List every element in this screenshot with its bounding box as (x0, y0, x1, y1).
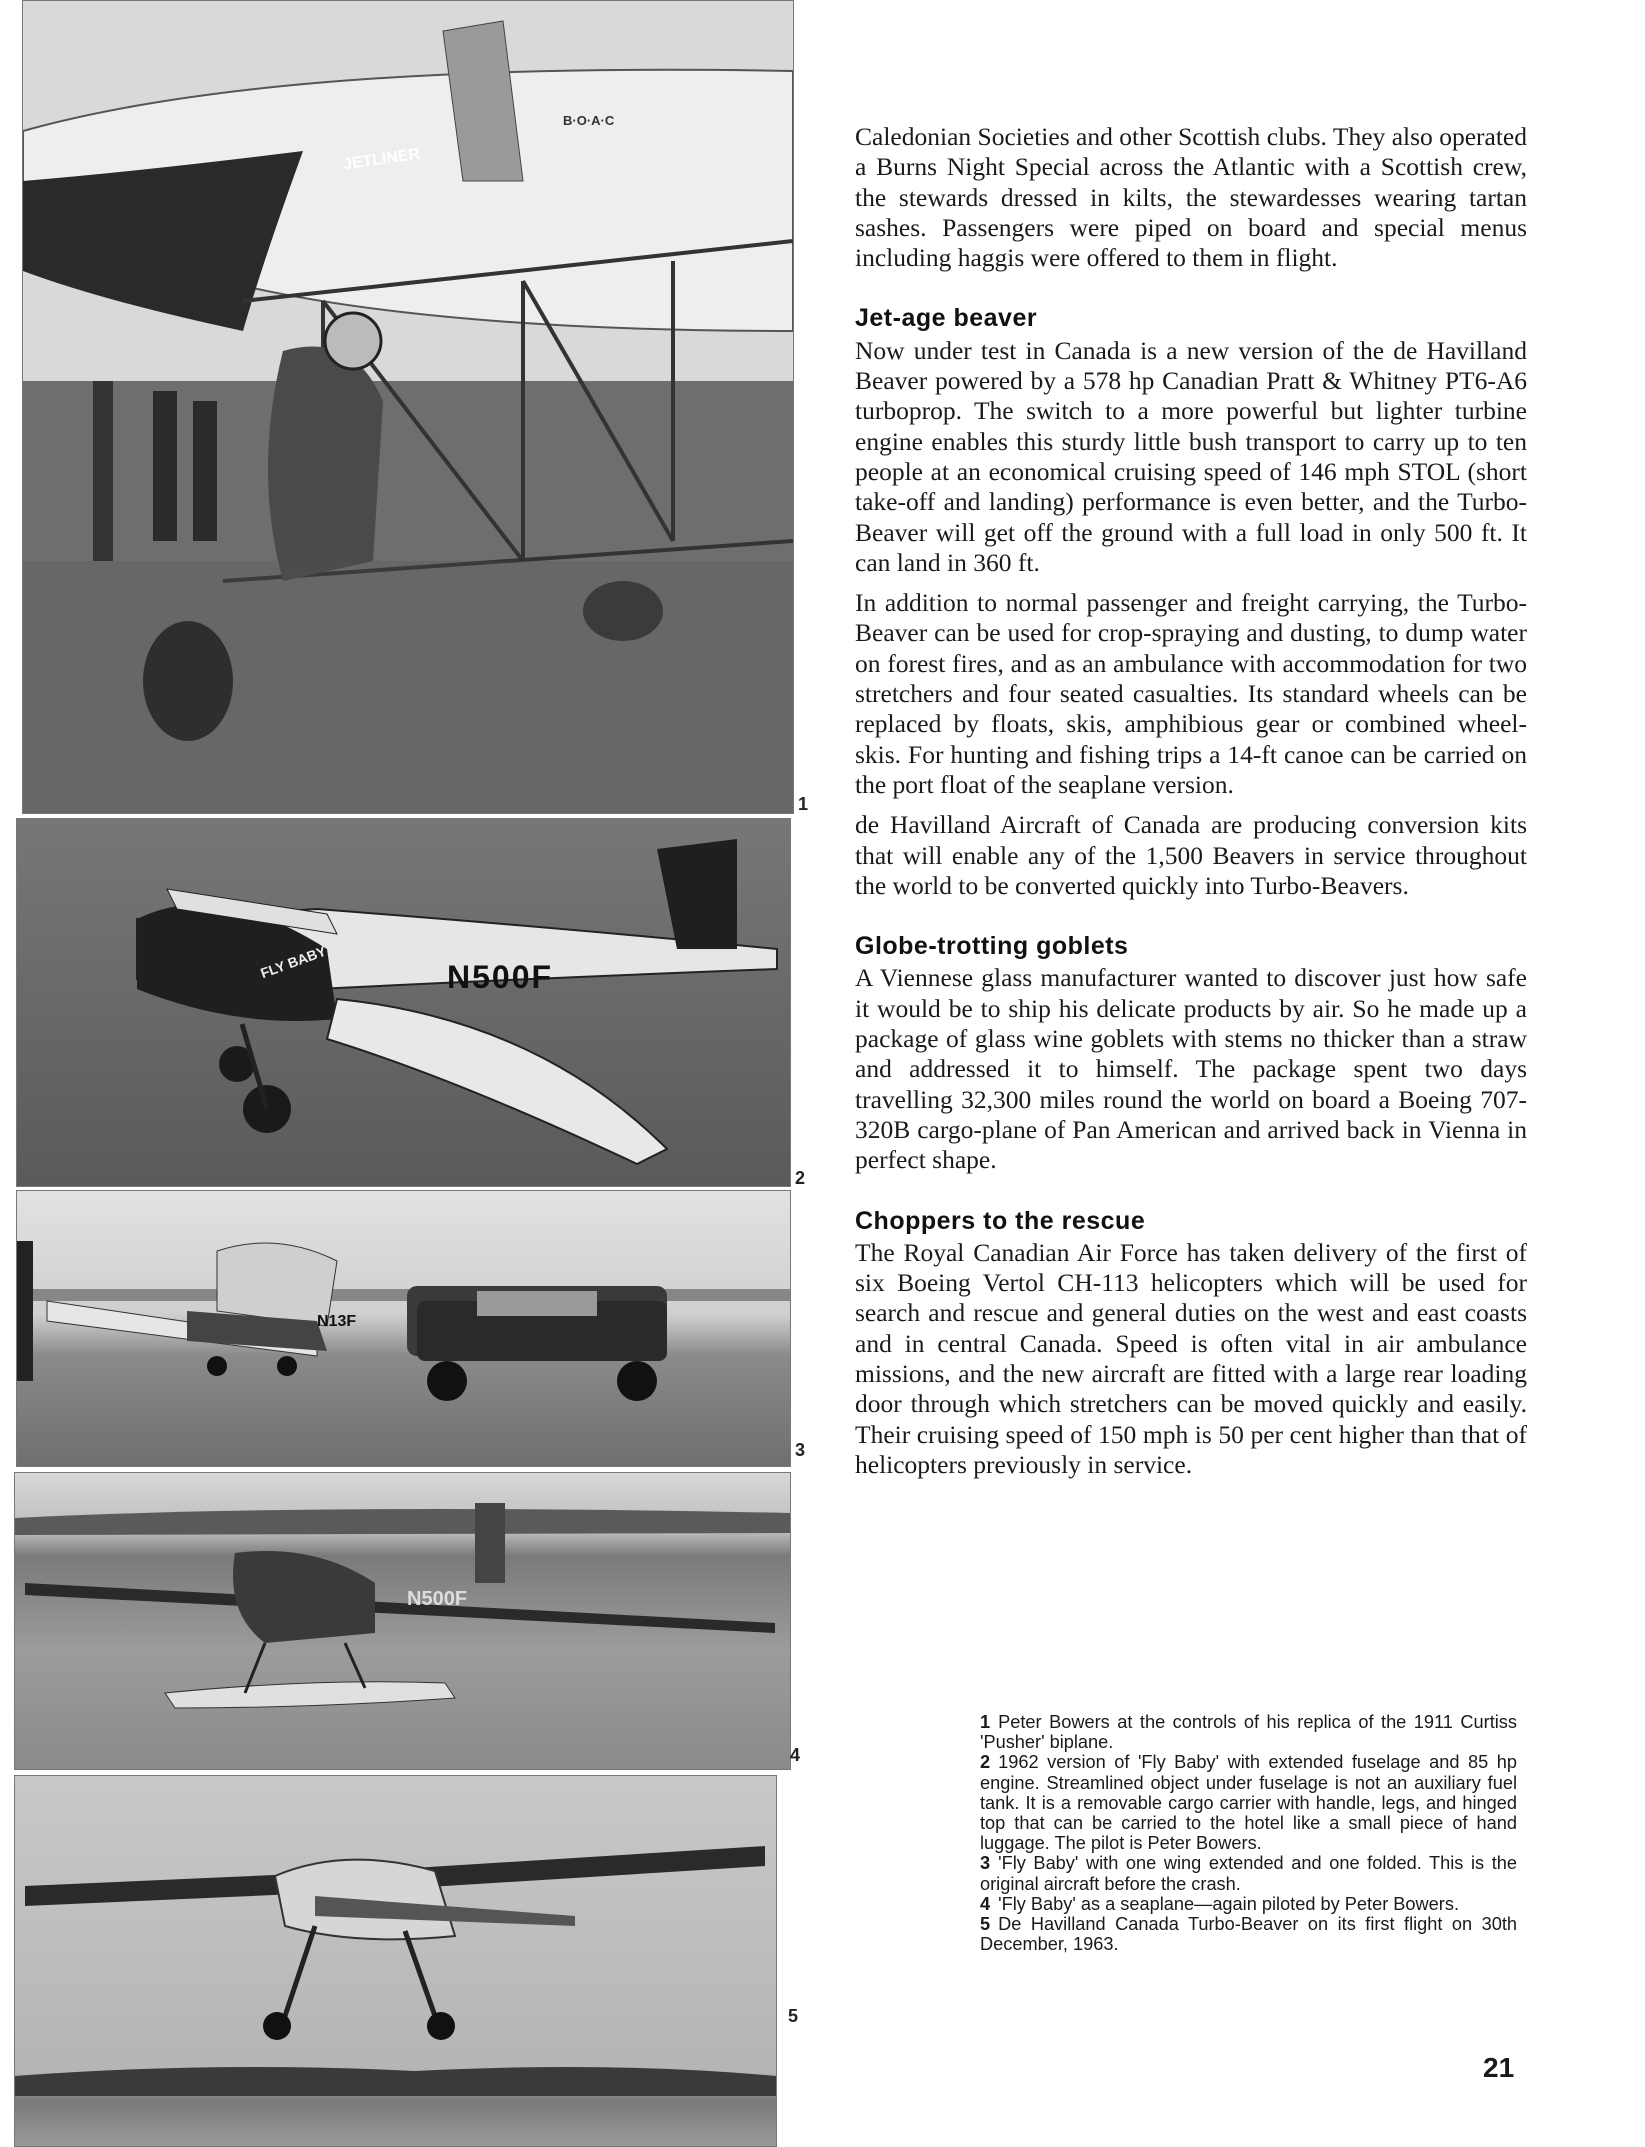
photo-2 (16, 818, 791, 1187)
photo-4-number: 4 (790, 1745, 801, 1765)
caption-5-text: De Havilland Canada Turbo-Beaver on its first flight on 30th December, 1963. (980, 1914, 1517, 1955)
photo-4-image (15, 1473, 790, 1769)
photo-1-image (23, 1, 793, 813)
choppers-paragraph: The Royal Canadian Air Force has taken delivery of the first of six Boeing Vertol CH-113 helicopters which will be used for search and rescue and general duties on the west and east coasts and in central Canada. Speed is often vital in air ambulance missions, and the new aircraft are fitted with a large rear loading door through which stretchers can be moved quickly and easily. Their cruising speed of 150 mph is 50 per cent higher than that of helicopters previously in service. (855, 1237, 1527, 1479)
photo-1 (22, 0, 794, 814)
caption-2-number: 2 (980, 1752, 991, 1773)
article-text (855, 122, 1527, 1490)
photo-2-registration: N500F (447, 959, 554, 995)
photo-3-number: 3 (795, 1440, 806, 1460)
caption-3 (980, 1853, 1517, 1893)
photo-5 (14, 1775, 777, 2147)
heading-globe-trotting-goblets: Globe-trotting goblets (855, 932, 1129, 961)
beaver-paragraph-2: In addition to normal passenger and freight carrying, the Turbo-Beaver can be used for crop-spraying and dusting, to dump water on forest fires, and as an ambulance with accommodation for two stretchers and four seated casualties. Its standard wheels can be replaced by floats, skis, amphibious gear or combined wheel-skis. For hunting and fishing trips a 14-ft canoe can be carried on the port float of the seaplane version. (855, 588, 1527, 799)
photo-4-registration: N500F (407, 1588, 468, 1610)
heading-choppers-to-the-rescue: Choppers to the rescue (855, 1206, 1146, 1235)
caption-4 (980, 1894, 1517, 1914)
caption-3-text: 'Fly Baby' with one wing extended and one folded. This is the original aircraft before the crash. (980, 1853, 1517, 1894)
photo-2-image (17, 819, 790, 1186)
beaver-paragraph-1: Now under test in Canada is a new version of the de Havilland Beaver powered by a 578 hp Canadian Pratt & Whitney PT6-A6 turboprop. The switch to a more powerful but lighter turbine engine enables this sturdy little bush transport to carry up to ten people at an economical cruising speed of 146 mph STOL (short take-off and landing) performance is even better, and the Turbo-Beaver will get off the ground with a full load in only 500 ft. It can land in 360 ft. (855, 335, 1527, 577)
photo-2-fly-baby-label: FLY BABY (258, 942, 329, 982)
photo-1-number: 1 (798, 794, 809, 814)
caption-5-number: 5 (980, 1914, 991, 1935)
photo-1-registration: B·O·A·C (563, 113, 615, 128)
photo-5-image (15, 1776, 776, 2146)
caption-1 (980, 1712, 1517, 1752)
photo-captions (980, 1712, 1517, 1954)
photo-1-jetliner-label: JETLINER (342, 145, 422, 174)
heading-jet-age-beaver: Jet-age beaver (855, 304, 1038, 333)
photo-3 (16, 1190, 791, 1467)
photo-5-number: 5 (788, 2006, 799, 2026)
caption-4-text: 'Fly Baby' as a seaplane—again piloted by Peter Bowers. (998, 1893, 1460, 1914)
beaver-paragraph-3: de Havilland Aircraft of Canada are producing conversion kits that will enable any of the 1,500 Beavers in service throughout the world to be converted quickly into Turbo-Beavers. (855, 810, 1527, 900)
caption-2 (980, 1752, 1517, 1853)
caption-4-number: 4 (980, 1893, 991, 1914)
photo-3-image (17, 1191, 790, 1466)
caption-1-number: 1 (980, 1712, 991, 1732)
photo-3-registration: N13F (317, 1313, 357, 1330)
caption-3-number: 3 (980, 1853, 991, 1874)
photo-2-number: 2 (795, 1168, 806, 1188)
caption-5 (980, 1914, 1517, 1954)
photo-4 (14, 1472, 791, 1770)
page-number: 21 (1483, 2052, 1515, 2083)
goblets-paragraph: A Viennese glass manufacturer wanted to discover just how safe it would be to ship his delicate products by air. So he made up a package of glass wine goblets with stems no thicker than a straw and addressed it to himself. The package spent two days travelling 32,300 miles round the world on board a Boeing 707-320B cargo-plane of Pan American and arrived back in Vienna in perfect shape. (855, 963, 1527, 1175)
intro-paragraph: Caledonian Societies and other Scottish clubs. They also operated a Burns Night Special across the Atlantic with a Scottish crew, the stewards dressed in kilts, the stewardesses wearing tartan sashes. Passengers were piped on board and special menus including haggis were offered to them in flight. (855, 122, 1527, 273)
caption-2-text: 1962 version of 'Fly Baby' with extended fuselage and 85 hp engine. Streamlined object under fuselage is not an auxiliary fuel tank. It is a removable cargo carrier with handle, legs, and hinged top that can be carried to the hotel like a small piece of hand luggage. The pilot is Peter Bowers. (980, 1752, 1517, 1854)
caption-1-text: Peter Bowers at the controls of his replica of the 1911 Curtiss 'Pusher' biplane. (980, 1712, 1517, 1753)
